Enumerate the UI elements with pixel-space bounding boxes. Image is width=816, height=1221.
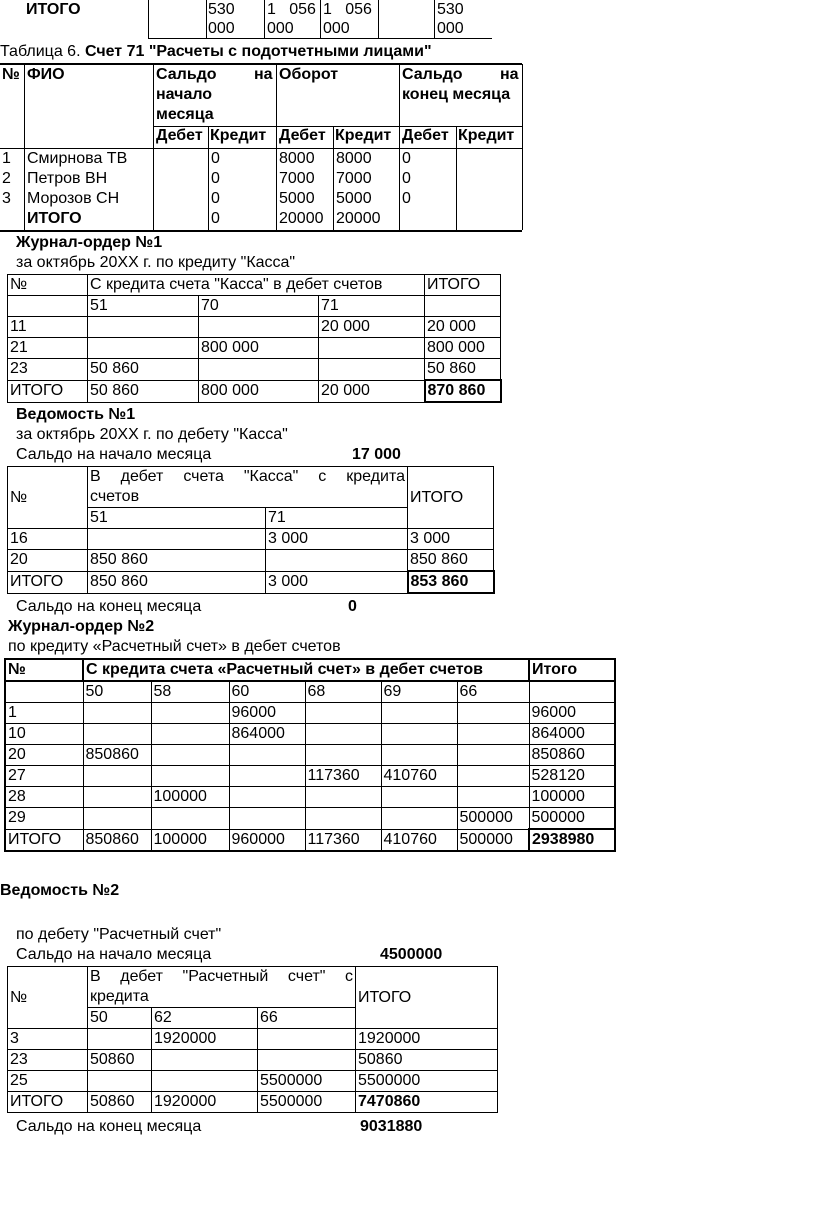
table-row [5,766,615,787]
v1-open-label: Сальдо на начало месяца [16,446,212,463]
table-row [8,571,494,593]
table-row [8,1071,498,1092]
v2-title: Ведомость №2 [0,882,120,899]
cell [529,681,615,703]
cell: 20 000 [319,317,425,338]
cell: 853 860 [408,571,494,593]
cell: 864000 [529,724,615,745]
cell [258,1050,356,1071]
cell: 20 [8,550,88,572]
cell: 21 [8,338,88,359]
cell [151,745,229,766]
cell: 50 860 [88,359,199,381]
divider [434,0,435,38]
col-header-turnover: Оборот [279,66,339,83]
sub-header: Кредит [458,127,515,144]
cell: 5500000 [258,1092,356,1113]
v2-close-label: Сальдо на конец месяца [16,1118,202,1135]
jo2-subtitle: по кредиту «Расчетный счет» в дебет счетов [8,638,341,655]
jo1-subtitle: за октябрь 20XX г. по кредиту "Касса" [16,254,296,271]
table-row [5,703,615,724]
cell [83,808,151,830]
divider [24,64,25,230]
cell: ИТОГО [27,210,82,227]
divider [276,64,277,230]
cell: 20 [5,745,83,766]
cell [381,724,457,745]
cell [152,1071,258,1092]
col-header-no: № [8,467,88,529]
header-line: счетов [90,488,140,505]
cell [425,296,501,317]
cell: 410760 [381,829,457,851]
cell: 850860 [83,829,151,851]
cell: 528120 [529,766,615,787]
cell [266,550,408,572]
col-header-close: Сальдо [402,66,463,83]
col-header-open: месяца [156,106,214,123]
cell: 23 [8,359,88,381]
col-header-open: начало [156,86,213,103]
table-row [5,808,615,830]
divider [333,126,334,230]
cell: Петров ВН [27,170,108,187]
table-header-row [5,659,615,681]
col-header: 51 [88,296,199,317]
col-header-group [88,967,356,1008]
col-header-group [88,467,408,508]
cell: 3 [8,1029,88,1050]
cell [457,703,529,724]
cell: 500000 [457,808,529,830]
v2-close-value: 9031880 [360,1118,423,1135]
cell: 50 860 [425,359,501,381]
table-row [5,829,615,851]
cell: 800 000 [199,380,319,402]
col-header: 70 [199,296,319,317]
table-header-row [5,681,615,703]
cell: 117360 [305,766,381,787]
jo1-title: Журнал-ордер №1 [16,234,163,251]
v1-close-value: 0 [348,598,357,615]
cell: 100000 [529,787,615,808]
cell: 2 [2,170,11,187]
table-header-row [8,296,501,317]
cell: 0 [211,170,220,187]
cell [88,338,199,359]
cell [229,808,305,830]
col-header-total: ИТОГО [356,967,498,1029]
cell [381,703,457,724]
cell: 100000 [151,787,229,808]
cell: 96000 [229,703,305,724]
cell [151,724,229,745]
col-header: 58 [151,681,229,703]
cell: 870 860 [425,380,501,402]
table6-caption [0,43,432,61]
cell [305,787,381,808]
v1-open-value: 17 000 [352,446,401,463]
cell: 864000 [229,724,305,745]
col-header: 71 [266,508,408,529]
divider [153,64,154,230]
cell: 16 [8,529,88,550]
table-row [8,338,501,359]
cell: 3 [2,190,11,207]
v2-open-value: 4500000 [380,946,443,963]
cell [381,808,457,830]
sub-header: Дебет [279,127,326,144]
cell: 850 860 [88,550,266,572]
col-header-close: конец месяца [402,86,511,103]
col-header: 60 [229,681,305,703]
cell [199,359,319,381]
jo1-table [7,274,502,403]
top-c1: 530 000 [208,1,235,37]
cell: 850 860 [408,550,494,572]
divider [206,0,207,38]
v2-table [7,966,498,1113]
cell [83,787,151,808]
cell: 96000 [529,703,615,724]
cell: 0 [211,210,220,227]
cell [319,338,425,359]
cell: 3 000 [266,529,408,550]
cell: 850 860 [88,571,266,593]
top-c3: 1 056 000 [323,1,372,37]
cell: 850860 [83,745,151,766]
cell: 29 [5,808,83,830]
cell [151,766,229,787]
cell [88,1071,152,1092]
divider [0,148,522,149]
cell: 25 [8,1071,88,1092]
cell: Смирнова ТВ [27,150,128,167]
divider [148,38,492,39]
cell: ИТОГО [8,571,88,593]
divider [264,0,265,38]
cell: 0 [211,150,220,167]
top-total-label: ИТОГО [26,1,81,18]
cell [83,766,151,787]
table-row [5,745,615,766]
top-c4: 530 000 [437,1,464,37]
col-header-no: № [8,967,88,1029]
cell: 1 [5,703,83,724]
col-header: 50 [88,1008,152,1029]
cell [305,724,381,745]
col-header-no: № [8,275,88,296]
cell: 3 000 [408,529,494,550]
cell [381,787,457,808]
divider [320,0,321,38]
cell: 20 000 [425,317,501,338]
table-header-row [8,275,501,296]
v1-table [7,466,495,594]
cell: 50860 [88,1092,152,1113]
v2-open-label: Сальдо на начало месяца [16,946,212,963]
table-header-row [8,467,494,508]
divider [208,126,209,230]
cell [229,745,305,766]
col-header: 66 [258,1008,356,1029]
table-row [5,787,615,808]
cell [457,766,529,787]
cell: 0 [402,170,411,187]
top-c2: 1 056 000 [267,1,316,37]
cell: 7000 [279,170,315,187]
cell: 50860 [88,1050,152,1071]
jo2-title: Журнал-ордер №2 [8,618,155,635]
v1-title: Ведомость №1 [16,406,136,423]
cell: 5500000 [258,1071,356,1092]
cell: 8000 [336,150,372,167]
cell: 0 [211,190,220,207]
cell: 960000 [229,829,305,851]
col-header-total: ИТОГО [408,467,494,529]
cell: 410760 [381,766,457,787]
cell: 2938980 [529,829,615,851]
cell: ИТОГО [8,380,88,402]
cell [152,1050,258,1071]
cell: 500000 [529,808,615,830]
cell: 1920000 [152,1092,258,1113]
cell [305,808,381,830]
divider [0,230,522,232]
cell: 7470860 [356,1092,498,1113]
cell: 20000 [336,210,381,227]
cell: 850860 [529,745,615,766]
col-header-no: № [2,66,20,83]
cell: 8000 [279,150,315,167]
cell [229,766,305,787]
col-header: 69 [381,681,457,703]
cell: 5500000 [356,1071,498,1092]
cell: 5000 [336,190,372,207]
cell: Морозов СН [27,190,120,207]
table-row [8,550,494,572]
cell: 50860 [356,1050,498,1071]
cell: 28 [5,787,83,808]
caption-title: Счет 71 "Расчеты с подотчетными лицами" [84,43,432,60]
col-header: 66 [457,681,529,703]
cell: 23 [8,1050,88,1071]
sub-header: Дебет [402,127,449,144]
col-header-group: С кредита счета «Расчетный счет» в дебет счетов [83,659,529,681]
cell: 50 860 [88,380,199,402]
header-line: В дебет "Расчетный счет" с [90,968,353,985]
col-header-no: № [5,659,83,681]
header-line: кредита [90,988,149,1005]
table-row [8,1029,498,1050]
cell [381,745,457,766]
cell: 800 000 [199,338,319,359]
cell: 0 [402,190,411,207]
cell: ИТОГО [5,829,83,851]
cell: 0 [402,150,411,167]
divider [0,63,522,65]
col-header-open: Сальдо [156,66,217,83]
caption-prefix: Таблица 6. [0,43,81,60]
cell: 27 [5,766,83,787]
cell [305,745,381,766]
table-row [8,380,501,402]
cell: 11 [8,317,88,338]
sub-header: Дебет [156,127,203,144]
divider [399,64,400,230]
cell [319,359,425,381]
sub-header: Кредит [335,127,392,144]
cell: 100000 [151,829,229,851]
cell: 500000 [457,829,529,851]
col-header: 51 [88,508,266,529]
divider [522,64,523,230]
col-header-fio: ФИО [27,66,65,83]
cell: 3 000 [266,571,408,593]
table-row [8,359,501,381]
col-header-total: Итого [529,659,615,681]
cell [151,808,229,830]
col-header-total: ИТОГО [425,275,501,296]
table-header-row [8,967,498,1008]
col-header: 50 [83,681,151,703]
cell [83,703,151,724]
cell: 10 [5,724,83,745]
divider [456,126,457,230]
col-header: 68 [305,681,381,703]
col-header: 62 [152,1008,258,1029]
cell: 20000 [279,210,324,227]
col-header: 71 [319,296,425,317]
divider [148,0,149,38]
col-header-group: С кредита счета "Касса" в дебет счетов [88,275,425,296]
v2-subtitle: по дебету "Расчетный счет" [16,926,222,943]
cell [229,787,305,808]
table-row [8,1092,498,1113]
cell [8,296,88,317]
table-row [8,317,501,338]
cell: 5000 [279,190,315,207]
cell: 1920000 [152,1029,258,1050]
cell [457,724,529,745]
cell [83,724,151,745]
divider [378,0,379,38]
col-header-close: на [500,66,519,83]
sub-header: Кредит [210,127,267,144]
cell: 1920000 [356,1029,498,1050]
cell [88,529,266,550]
cell [457,745,529,766]
cell [88,317,199,338]
cell [199,317,319,338]
v1-close-label: Сальдо на конец месяца [16,598,202,615]
cell [258,1029,356,1050]
cell [457,787,529,808]
v1-subtitle: за октябрь 20XX г. по дебету "Касса" [16,426,288,443]
cell: 117360 [305,829,381,851]
jo2-table [4,658,616,852]
cell: 20 000 [319,380,425,402]
cell [88,1029,152,1050]
cell [151,703,229,724]
table-row [5,724,615,745]
cell: 7000 [336,170,372,187]
table-row [8,529,494,550]
col-header-open: на [254,66,273,83]
cell: 1 [2,150,11,167]
cell: ИТОГО [8,1092,88,1113]
table-row [8,1050,498,1071]
cell: 800 000 [425,338,501,359]
header-line: В дебет счета "Касса" с кредита [90,468,405,485]
cell [5,681,83,703]
cell [305,703,381,724]
